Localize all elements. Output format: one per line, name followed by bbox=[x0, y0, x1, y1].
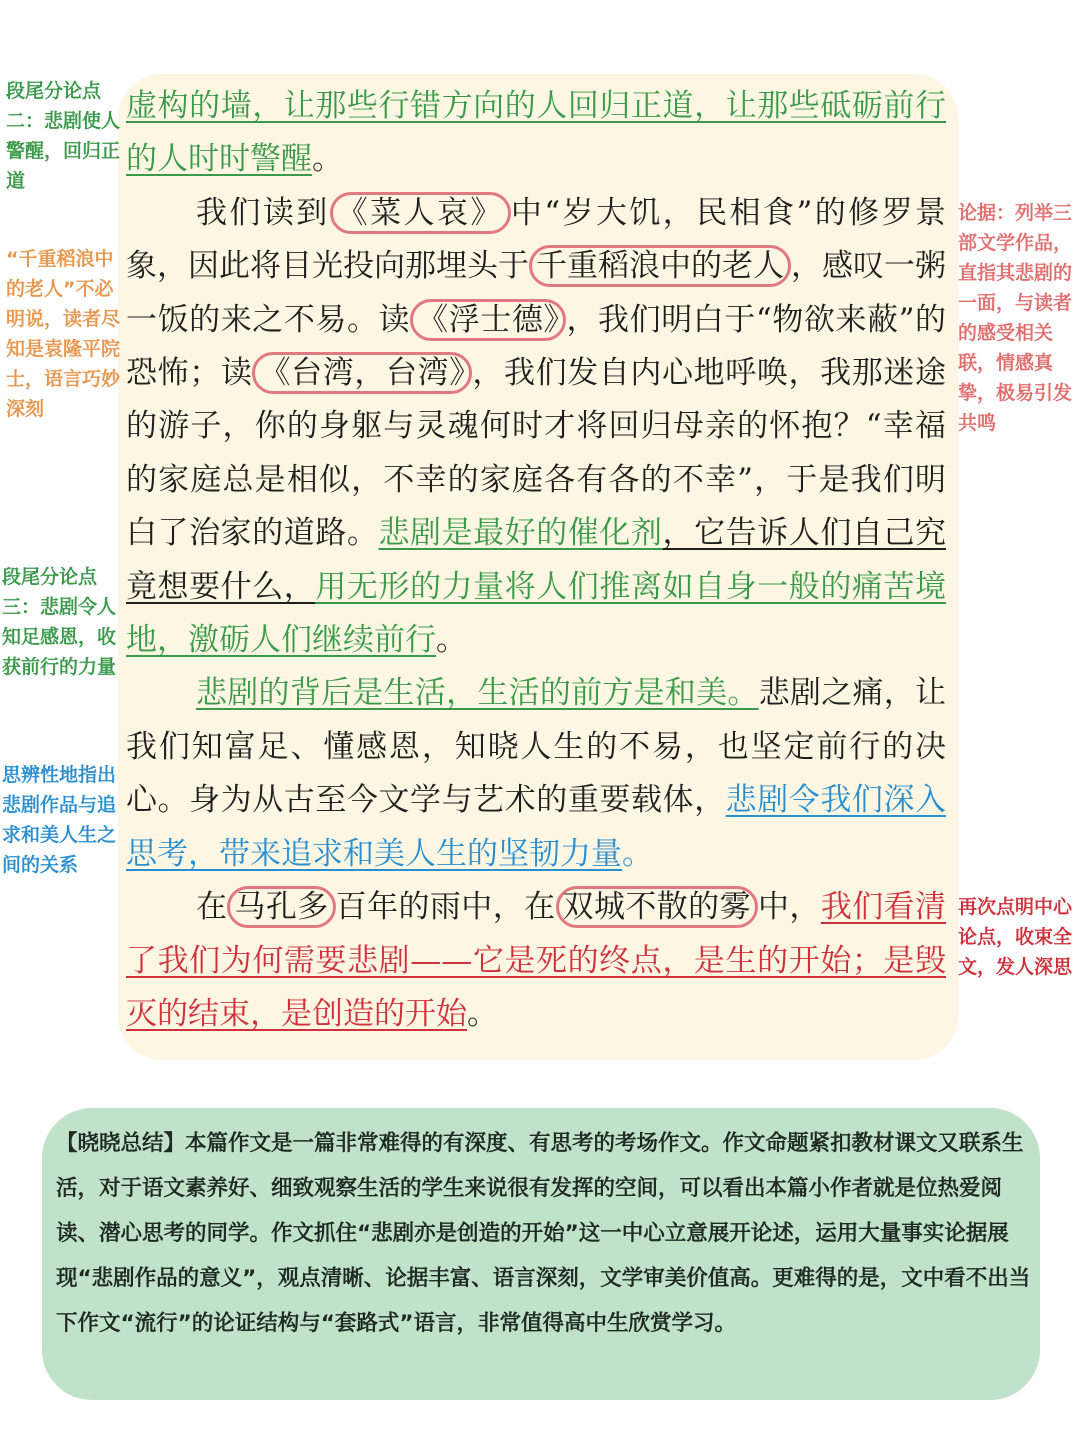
green-underline: 用无形的力量将人们推离如自身一般的痛苦境地，激砺人们继续前行 bbox=[126, 568, 946, 659]
circled-phrase: 双城不散的雾 bbox=[556, 886, 758, 928]
essay-paragraph-1: 虚构的墙，让那些行错方向的人回归正道，让那些砥砺前行的人时时警醒。 bbox=[126, 88, 946, 178]
subpoint-three-underline: 悲剧的背后是生活，生活的前方是和美。 bbox=[196, 675, 759, 712]
essay-paragraph-2: 我们读到 《菜人哀》 中“岁大饥，民相食”的修罗景象，因此将目光投向那埋头于 千重稻浪中的老人 ，感叹一粥一饭的来之不易。读 《浮士德》 ，我们明白于“物欲来蔽”的恐怖；读 《台湾，台湾》 ，我们发自内心地呼唤，我那迷途的游子，你的身躯与灵魂何时才将回归母亲的怀抱？“幸福的家庭总是相似，不幸的家庭各有各的不幸”，于是我们明白了治家的道路。悲剧是最好的催化剂，它告诉人们自己究竟想要什么，用无形的力量将人们推离如自身一般的痛苦境地，激砺人们继续前行。 bbox=[126, 187, 946, 668]
note-subpoint-three: 段尾分论点三：悲剧令人知足感恩，收获前行的力量 bbox=[2, 566, 117, 678]
black-underline: ，它告诉人们自己究竟想要什么， bbox=[126, 515, 947, 605]
note-dialectic: 思辨性地指出悲剧作品与追求和美人生之间的关系 bbox=[2, 764, 117, 876]
circled-phrase: 马孔多 bbox=[227, 886, 335, 928]
note-rice-farmer: “千重稻浪中的老人”不必明说，读者尽知是袁隆平院士，语言巧妙深刻 bbox=[6, 248, 121, 420]
note-subpoint-two: 段尾分论点二：悲剧使人警醒，回归正道 bbox=[6, 80, 121, 192]
circled-phrase: 千重稻浪中的老人 bbox=[529, 245, 791, 287]
circled-book-title: 《菜人哀》 bbox=[330, 192, 511, 234]
essay-paragraph-4: 在 马孔多 百年的雨中，在 双城不散的雾 中，我们看清了我们为何需要悲剧——它是死的终点，是生的开始；是毁灭的结束，是创造的开始。 bbox=[126, 881, 946, 1041]
note-conclusion: 再次点明中心论点，收束全文，发人深思 bbox=[958, 896, 1073, 978]
essay-paragraph-3: 悲剧的背后是生活，生活的前方是和美。悲剧之痛，让我们知富足、懂感恩，知晓人生的不易，也坚定前行的决心。身为从古至今文学与艺术的重要载体，悲剧令我们深入思考，带来追求和美人生的坚韧力量。 bbox=[126, 675, 947, 872]
red-underline-conclusion: 我们看清了我们为何需要悲剧——它是死的终点，是生的开始；是毁灭的结束，是创造的开始 bbox=[126, 889, 947, 1032]
subpoint-two-underline: 虚构的墙，让那些行错方向的人回归正道，让那些砥砺前行的人时时警醒 bbox=[126, 88, 946, 178]
note-evidence: 论据：列举三部文学作品，直指其悲剧的一面，与读者的感受相关联，情感真挚，极易引发共鸣 bbox=[958, 202, 1073, 434]
green-underline: 悲剧是最好的催化剂 bbox=[378, 515, 663, 552]
circled-book-title: 《浮士德》 bbox=[410, 299, 566, 341]
essay-body bbox=[126, 80, 946, 1041]
blue-underline: 悲剧令我们深入思考，带来追求和美人生的坚韧力量 bbox=[126, 782, 946, 872]
summary-text: 【晓晓总结】本篇作文是一篇非常难得的有深度、有思考的考场作文。作文命题紧扣教材课文又联系生活，对于语文素养好、细致观察生活的学生来说很有发挥的空间，可以看出本篇小作者就是位热爱阅读、潜心思考的同学。作文抓住“悲剧亦是创造的开始”这一中心立意展开论述，运用大量事实论据展现“悲剧作品的意义”，观点清晰、论据丰富、语言深刻，文学审美价值高。更难得的是，文中看不出当下作文“流行”的论证结构与“套路式”语言，非常值得高中生欣赏学习。 bbox=[56, 1131, 1031, 1336]
circled-book-title: 《台湾，台湾》 bbox=[252, 352, 472, 394]
